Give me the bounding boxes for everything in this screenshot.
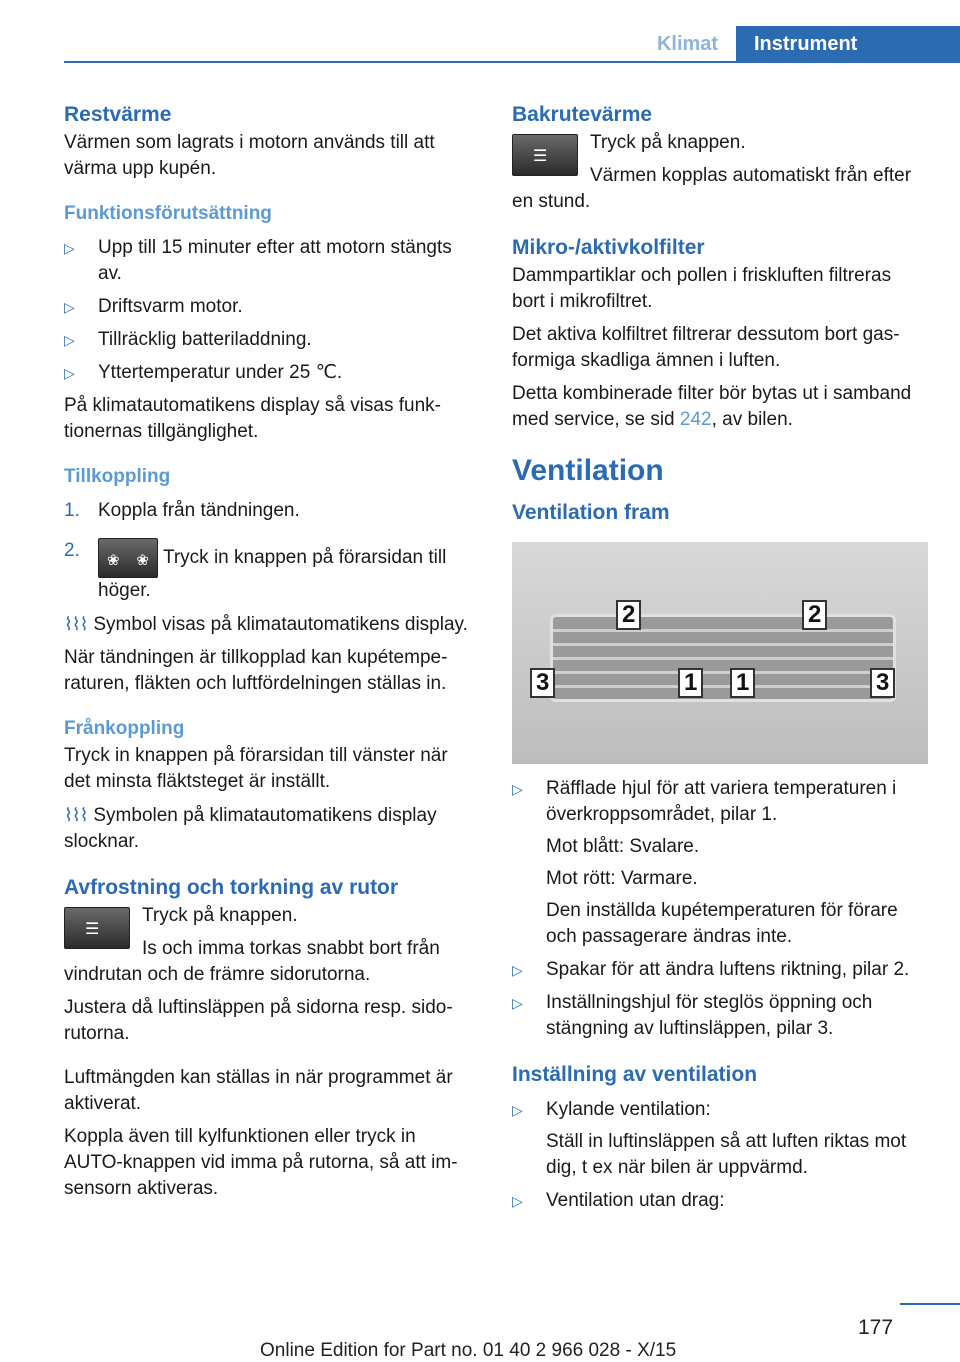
footer-edition: Online Edition for Part no. 01 40 2 966 028 - X/15 — [260, 1340, 677, 1361]
tillkoppling-heading: Tillkoppling — [64, 466, 171, 487]
arrow-label: 1 — [678, 668, 703, 698]
arrow-label: 2 — [616, 600, 641, 630]
step-item: 2. ❀ ❀ Tryck in knappen på förarsidan till höger. — [64, 540, 447, 601]
avfrost-p5: Koppla även till kylfunktionen eller tryck in AUTO-knappen vid imma på rutorna, så att imsensorn aktiveras. — [64, 1126, 458, 1199]
rear-window-heat-icon: ☰ — [512, 134, 578, 176]
vent-photo — [512, 542, 928, 764]
arrow-label: 3 — [530, 668, 555, 698]
avfrost-p3: Justera då luftinsläppen på sidorna resp. sidorutorna. — [64, 997, 453, 1044]
fran-sym-text: ⌇⌇⌇ Symbolen på klimatautomatikens display slocknar. — [64, 805, 437, 852]
installning-heading: Inställning av ventilation — [512, 1063, 758, 1086]
mikro-p2: Det aktiva kolfiltret filtrerar dessutom bort gasformiga skadliga ämnen i luften. — [512, 324, 900, 371]
arrow-label: 2 — [802, 600, 827, 630]
restvarme-text: Värmen som lagrats i motorn används till att värma upp kupén. — [64, 132, 435, 179]
ventilation-heading: Ventilation — [512, 454, 664, 487]
bullet-icon: ▷ — [64, 299, 75, 315]
page-link[interactable]: 242 — [679, 409, 712, 430]
list-item: ▷ Tillräcklig batteriladdning. — [64, 327, 478, 353]
right-column — [512, 100, 928, 1214]
list-item: ▷ Spakar för att ändra luftens riktning, pilar 2. — [512, 957, 928, 983]
list-item: ▷ Inställningshjul för steglös öppning och stängning av luftinsläppen, pilar 3. — [512, 990, 928, 1042]
frankoppling-heading: Frånkoppling — [64, 718, 185, 739]
avfrost-p1: Tryck på knappen. — [142, 905, 298, 926]
bakrute-p2: Värmen kopplas automatiskt från efter en stund. — [512, 165, 912, 212]
fran-text: Tryck in knappen på förarsidan till vänster när det minsta fläktsteget är inställt. — [64, 745, 448, 792]
list-item: ▷ Räfflade hjul för att variera temperaturen i överkroppsområdet, pilar 1. — [512, 776, 928, 828]
bullet-icon: ▷ — [512, 1102, 523, 1118]
sub-text: Ställ in luftinsläppen så att luften riktas mot dig, t ex när bilen är uppvärmd. — [546, 1131, 907, 1178]
arrow-label: 3 — [870, 668, 895, 698]
till-note: När tändningen är tillkopplad kan kupétemperaturen, fläkten och luftfördelningen ställas in. — [64, 647, 448, 694]
bullet-icon: ▷ — [512, 962, 523, 978]
list-item: ▷ Ventilation utan drag: — [512, 1188, 928, 1214]
bullet-icon: ▷ — [64, 332, 75, 348]
ventilation-fram-heading: Ventilation fram — [512, 501, 670, 524]
header-rule — [64, 61, 960, 63]
page-number: 177 — [858, 1316, 894, 1339]
bullet-icon: ▷ — [64, 240, 75, 256]
mikro-p3: Detta kombinerade filter bör bytas ut i samband med service, se sid 242, av bilen. — [512, 383, 912, 430]
arrow-label: 1 — [730, 668, 755, 698]
footer-rule — [900, 1303, 960, 1305]
list-item: ▷ Driftsvarm motor. — [64, 294, 478, 320]
tab-instrument[interactable]: Instrument — [736, 26, 960, 62]
fan-off-button-icon: ❀ ❀ — [98, 538, 158, 578]
left-column — [64, 100, 478, 1202]
sub-text: Den inställda kupétemperaturen för förare och passagerare ändras inte. — [546, 900, 898, 947]
step-item: 1. Koppla från tändningen. — [64, 500, 300, 521]
bullet-icon: ▷ — [64, 365, 75, 381]
funk-heading: Funktionsförutsättning — [64, 203, 272, 224]
till-sym-text: ⌇⌇⌇ Symbol visas på klimatautomatikens display. — [64, 614, 468, 635]
defrost-button-icon: ☰ — [64, 907, 130, 949]
mikro-p1: Dammpartiklar och pollen i friskluften filtreras bort i mikrofiltret. — [512, 265, 892, 312]
bullet-icon: ▷ — [512, 995, 523, 1011]
restvarme-heading: Restvärme — [64, 103, 172, 126]
bullet-icon: ▷ — [512, 781, 523, 797]
heat-symbol-icon: ⌇⌇⌇ — [64, 614, 88, 634]
sub-text: Mot blått: Svalare. — [546, 836, 700, 857]
funk-after: På klimatautomatikens display så visas funktionernas tillgänglighet. — [64, 395, 441, 442]
bullet-icon: ▷ — [512, 1193, 523, 1209]
tab-klimat[interactable]: Klimat — [656, 33, 719, 55]
list-item: ▷ Yttertemperatur under 25 ℃. — [64, 360, 478, 386]
avfrostning-heading: Avfrostning och torkning av rutor — [64, 876, 399, 899]
vent-grille — [550, 614, 896, 702]
list-item: ▷ Upp till 15 minuter efter att motorn stängts av. — [64, 235, 478, 287]
avfrost-p2: Is och imma torkas snabbt bort från vindrutan och de främre sidorutorna. — [64, 938, 440, 985]
avfrost-p4: Luftmängden kan ställas in när programmet är aktiverat. — [64, 1067, 453, 1114]
bakrute-heading: Bakrutevärme — [512, 103, 653, 126]
sub-text: Mot rött: Varmare. — [546, 868, 698, 889]
mikrofilter-heading: Mikro-/aktivkolfilter — [512, 236, 705, 259]
list-item: ▷ Kylande ventilation: — [512, 1097, 928, 1123]
heat-symbol-icon: ⌇⌇⌇ — [64, 805, 88, 825]
bakrute-p1: Tryck på knappen. — [590, 132, 746, 153]
